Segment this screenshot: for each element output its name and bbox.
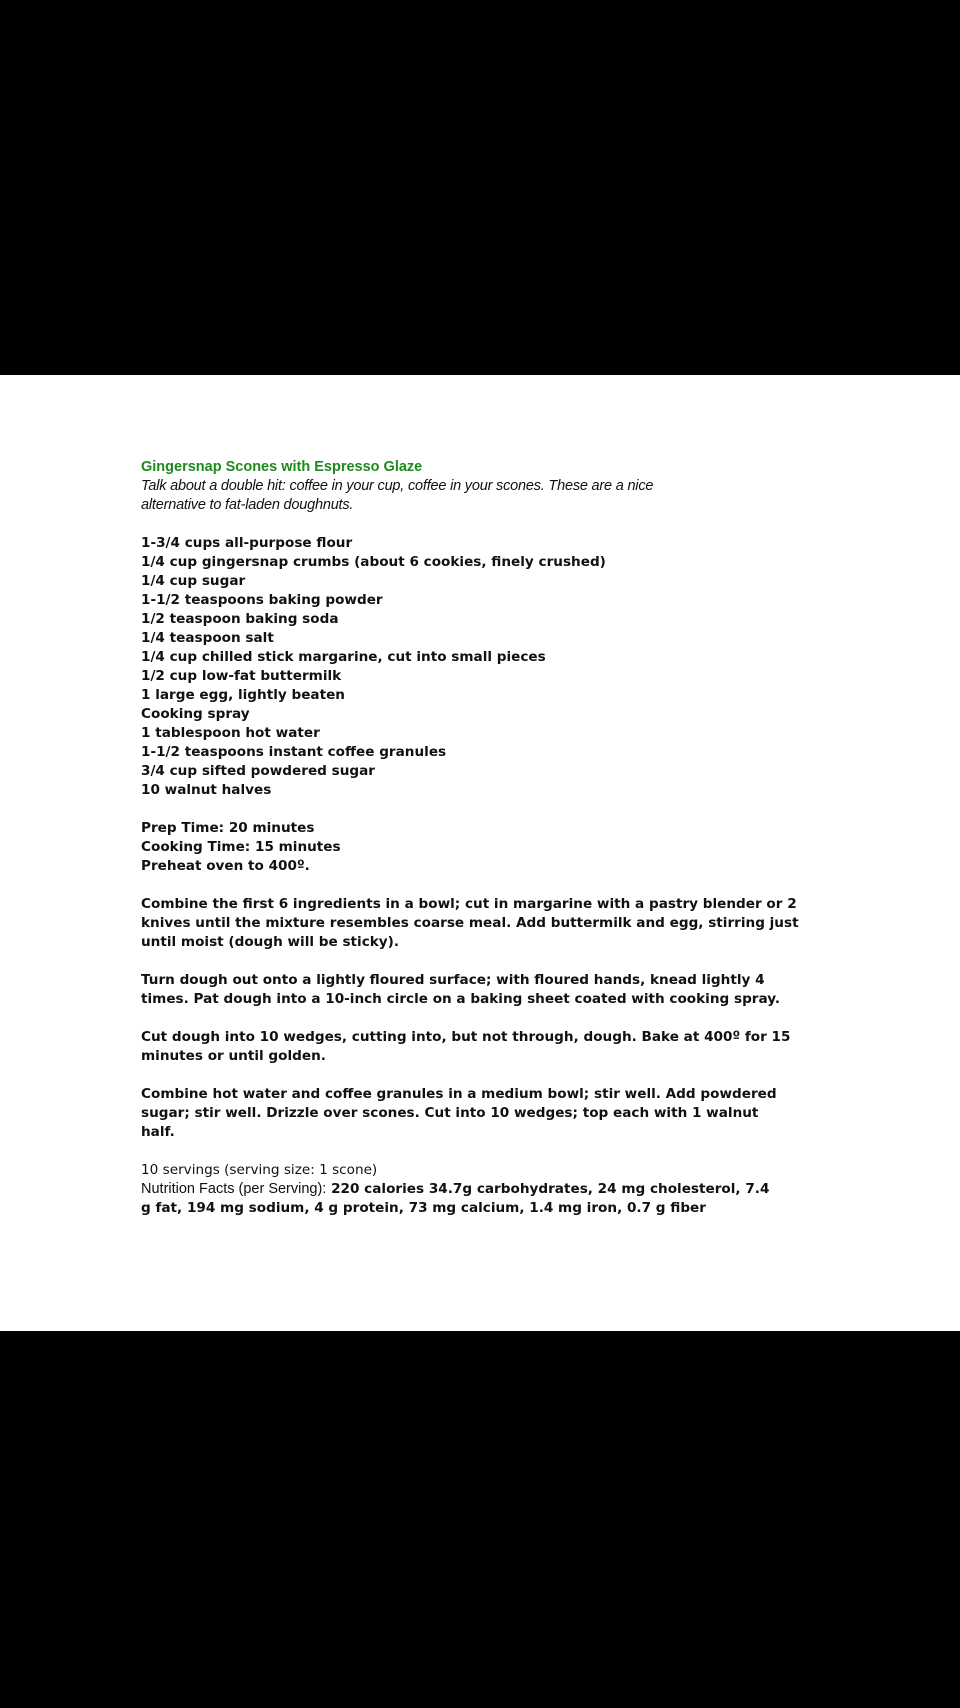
preheat-note: Preheat oven to 400º. [141,858,310,874]
recipe-intro-line: Talk about a double hit: coffee in your cup, coffee in your scones. These are a nice [141,478,654,494]
instruction-line: half. [141,1124,175,1140]
recipe-intro [141,477,841,515]
servings-line: 10 servings (serving size: 1 scone) [141,1162,378,1178]
cooking-time: Cooking Time: 15 minutes [141,839,341,855]
instruction-line: Combine the first 6 ingredients in a bowl; cut in margarine with a pastry blender or 2 [141,896,797,912]
spacer [141,1009,841,1028]
ingredient-item: 10 walnut halves [141,782,272,798]
ingredient-item: 3/4 cup sifted powdered sugar [141,763,376,779]
nutrition-line [141,1180,841,1199]
recipe-title: Gingersnap Scones with Espresso Glaze [141,459,423,475]
ingredient-item: 1 large egg, lightly beaten [141,687,345,703]
instruction-line: Turn dough out onto a lightly floured surface; with floured hands, knead lightly 4 [141,972,765,988]
nutrition-values: 220 calories 34.7g carbohydrates, 24 mg cholesterol, 7.4 [326,1181,770,1197]
instruction-step [141,971,841,1009]
instruction-step [141,895,841,952]
instruction-line: times. Pat dough into a 10-inch circle on a baking sheet coated with cooking spray. [141,991,781,1007]
spacer [141,876,841,895]
instruction-line: Cut dough into 10 wedges, cutting into, but not through, dough. Bake at 400º for 15 [141,1029,791,1045]
spacer [141,515,841,534]
ingredient-list [141,534,841,800]
letterbox-bottom [0,1331,960,1708]
spacer [141,800,841,819]
instruction-line: Combine hot water and coffee granules in a medium bowl; stir well. Add powdered [141,1086,777,1102]
nutrition-label: Nutrition Facts (per Serving): [141,1181,327,1197]
nutrition-block [141,1161,841,1218]
nutrition-line: g fat, 194 mg sodium, 4 g protein, 73 mg calcium, 1.4 mg iron, 0.7 g fiber [141,1200,706,1216]
ingredient-item: 1/2 cup low-fat buttermilk [141,668,342,684]
spacer [141,1066,841,1085]
instruction-line: until moist (dough will be sticky). [141,934,400,950]
recipe-document [141,458,841,1218]
letterbox-top [0,0,960,375]
ingredient-item: 1/4 cup sugar [141,573,246,589]
document-page [0,375,960,1331]
ingredient-item: 1 tablespoon hot water [141,725,320,741]
ingredient-item: 1-3/4 cups all-purpose flour [141,535,353,551]
timing-block [141,819,841,876]
ingredient-item: Cooking spray [141,706,250,722]
ingredient-item: 1-1/2 teaspoons baking powder [141,592,383,608]
ingredient-item: 1/4 cup chilled stick margarine, cut into small pieces [141,649,546,665]
instruction-step [141,1028,841,1066]
instruction-line: minutes or until golden. [141,1048,326,1064]
instruction-line: knives until the mixture resembles coarse meal. Add buttermilk and egg, stirring just [141,915,799,931]
recipe-intro-line: alternative to fat-laden doughnuts. [141,497,354,513]
spacer [141,952,841,971]
ingredient-item: 1/4 cup gingersnap crumbs (about 6 cookies, finely crushed) [141,554,606,570]
ingredient-item: 1-1/2 teaspoons instant coffee granules [141,744,447,760]
instruction-line: sugar; stir well. Drizzle over scones. Cut into 10 wedges; top each with 1 walnut [141,1105,759,1121]
ingredient-item: 1/2 teaspoon baking soda [141,611,339,627]
prep-time: Prep Time: 20 minutes [141,820,315,836]
instruction-step [141,1085,841,1142]
ingredient-item: 1/4 teaspoon salt [141,630,274,646]
spacer [141,1142,841,1161]
